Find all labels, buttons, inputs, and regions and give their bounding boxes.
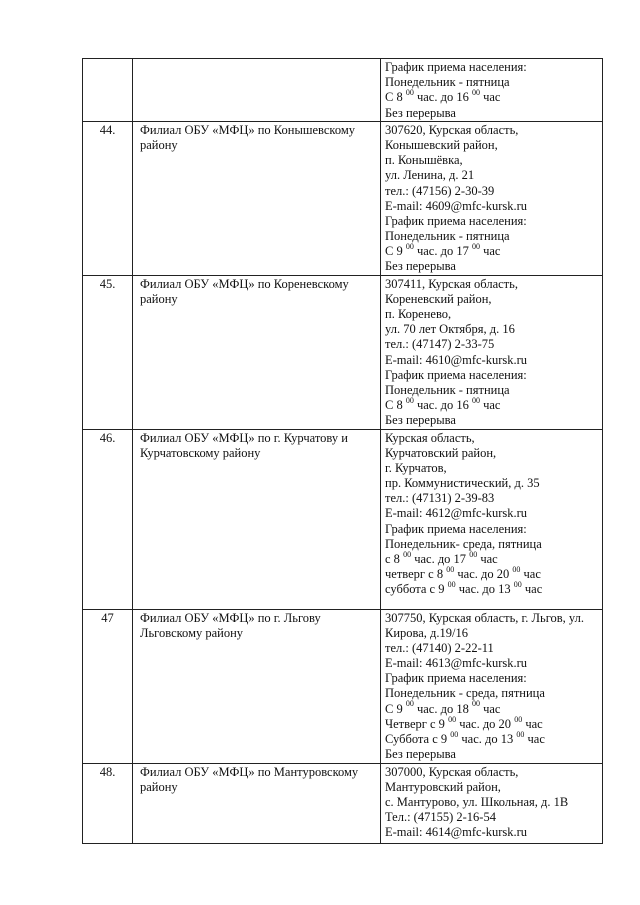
schedule-days: Понедельник - среда, пятница — [385, 686, 545, 701]
address-line: 307000, Курская область, — [385, 764, 519, 779]
schedule-title: График приема населения: — [385, 367, 527, 382]
email: E-mail: 4613@mfc-kursk.ru — [385, 656, 528, 671]
schedule-thursday: Четверг с 9 $^{00}$ час. до 20 $^{00}$ час — [385, 714, 543, 731]
table-row — [83, 121, 603, 275]
branch-name: Филиал ОБУ «МФЦ» по Конышевскому району — [133, 121, 381, 275]
branch-name-line: Курчатовскому району — [140, 445, 261, 460]
table-row — [83, 609, 603, 763]
email: E-mail: 4614@mfc-kursk.ru — [385, 825, 528, 840]
address-line: Курская область, — [385, 430, 475, 445]
schedule-hours: С 8 $^{00}$ час. до 16 $^{00}$ час — [385, 395, 501, 413]
address-line: г. Курчатов, — [385, 460, 447, 475]
table-row — [83, 275, 603, 429]
phone: тел.: (47147) 2-33-75 — [385, 337, 495, 352]
row-number: 46. — [83, 429, 133, 609]
schedule-hours: С 9 $^{00}$ час. до 18 $^{00}$ час — [385, 699, 501, 716]
address-line: 307620, Курская область, — [385, 122, 519, 137]
phone: тел.: (47131) 2-39-83 — [385, 491, 495, 506]
phone: тел.: (47156) 2-30-39 — [385, 183, 495, 198]
schedule-saturday: Суббота с 9 $^{00}$ час. до 13 $^{00}$ час — [385, 729, 545, 746]
row-number — [83, 59, 133, 122]
table-row — [83, 763, 603, 843]
branch-name-line: Филиал ОБУ «МФЦ» по г. Льгову — [140, 610, 321, 625]
schedule-title: График приема населения: — [385, 213, 527, 228]
branch-contacts — [381, 609, 603, 763]
schedule-saturday: суббота с 9 $^{00}$ час. до 13 $^{00}$ час — [385, 580, 543, 597]
address-line: п. Коренево, — [385, 307, 452, 321]
schedule-hours: с 8 $^{00}$ час. до 17 $^{00}$ час — [385, 549, 498, 566]
row-number: 44. — [83, 121, 133, 275]
branch-name-line: Филиал ОБУ «МФЦ» по г. Курчатову и — [140, 430, 348, 445]
schedule-break: Без перерыва — [385, 259, 456, 274]
branch-contacts — [381, 121, 603, 275]
schedule-break: Без перерыва — [385, 747, 456, 762]
address-line: 307750, Курская область, г. Льгов, ул. — [385, 610, 584, 625]
row-number: 45. — [83, 275, 133, 429]
branch-name — [133, 609, 381, 763]
schedule-hours: С 9 $^{00}$ час. до 17 $^{00}$ час — [385, 242, 501, 259]
branch-contacts — [381, 59, 603, 122]
branch-contacts — [381, 429, 603, 609]
branch-table — [82, 58, 603, 844]
address-line: п. Конышёвка, — [385, 153, 463, 168]
phone: тел.: (47140) 2-22-11 — [385, 640, 494, 655]
schedule-days: Понедельник- среда, пятница — [385, 536, 542, 551]
address-line: Конышевский район, — [385, 137, 498, 152]
schedule-break: Без перерыва — [385, 105, 456, 120]
address-line: ул. 70 лет Октября, д. 16 — [385, 322, 515, 337]
address-line: Кирова, д.19/16 — [385, 625, 469, 640]
schedule-title: График приема населения: — [385, 671, 527, 686]
schedule-thursday: четверг с 8 $^{00}$ час. до 20 $^{00}$ час — [385, 565, 541, 582]
schedule-break: Без перерыва — [385, 413, 456, 428]
email: E-mail: 4610@mfc-kursk.ru — [385, 352, 528, 367]
branch-contacts — [381, 763, 603, 843]
branch-contacts — [381, 275, 603, 429]
email: E-mail: 4612@mfc-kursk.ru — [385, 506, 528, 521]
branch-name — [133, 59, 381, 122]
address-line: 307411, Курская область, — [385, 276, 518, 291]
schedule-title: График приема населения: — [385, 521, 527, 536]
branch-name — [133, 429, 381, 609]
schedule-days: Понедельник - пятница — [385, 75, 510, 90]
table-row — [83, 59, 603, 122]
branch-name: Филиал ОБУ «МФЦ» по Мантуровскому району — [133, 763, 381, 843]
phone: Тел.: (47155) 2-16-54 — [385, 810, 496, 825]
email: E-mail: 4609@mfc-kursk.ru — [385, 198, 528, 213]
row-number: 48. — [83, 763, 133, 843]
address-line: пр. Коммунистический, д. 35 — [385, 476, 540, 491]
address-line: Курчатовский район, — [385, 445, 497, 460]
schedule-days: Понедельник - пятница — [385, 382, 510, 397]
schedule-hours: С 8 $^{00}$ час. до 16 $^{00}$ час — [385, 88, 501, 105]
row-number: 47 — [83, 609, 133, 763]
branch-name: Филиал ОБУ «МФЦ» по Кореневскому району — [133, 275, 381, 429]
table-row — [83, 429, 603, 609]
address-line: Кореневский район, — [385, 291, 492, 306]
address-line: Мантуровский район, — [385, 779, 501, 794]
address-line: ул. Ленина, д. 21 — [385, 168, 475, 183]
address-line: с. Мантурово, ул. Школьная, д. 1В — [385, 794, 569, 809]
schedule-title: График приема населения: — [385, 60, 527, 74]
schedule-days: Понедельник - пятница — [385, 229, 510, 244]
branch-name-line: Льговскому району — [140, 625, 244, 640]
